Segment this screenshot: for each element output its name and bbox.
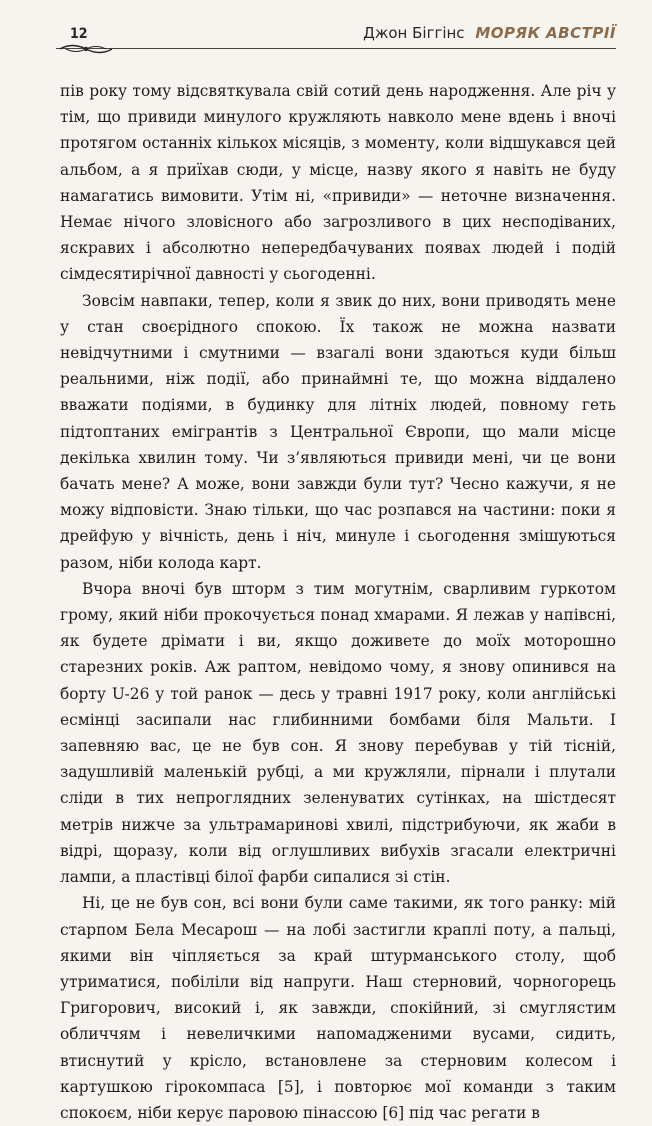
running-header [56, 18, 616, 52]
paragraph: Вчора вночі був шторм з тим могутнім, сварливим гуркотом грому, який ніби прокочується понад хмарами. Я лежав у напівсні, як будете дрімати і ви, якщо доживете до моїх моторошно старезних років. Аж раптом, невідомо чому, я знову опинився на борту U-26 у той ранок — десь у травні 1917 року, коли англійські есмінці засипали нас глибинними бомбами біля Мальти. І запевняю вас, це не був сон. Я знову перебував у тій тісній, задушливій маленькій рубці, а ми кружляли, пірнали і плутали сліди в тих непроглядних зеленуватих сутінках, на шістдесят метрів нижче за ультрамаринові хвилі, підстрибуючи, як жаби в відрі, щоразу, коли від оглушливих вибухів згасали електричні лампи, а пластівці білої фарби сипалися зі стін. [60, 579, 616, 887]
book-title: МОРЯК АВСТРІЇ [475, 24, 616, 42]
running-head [363, 24, 616, 42]
ornament-icon [58, 40, 114, 58]
body-text [60, 78, 616, 1126]
page-number: 12 [70, 26, 88, 42]
header-rule [56, 48, 616, 49]
paragraph: пів року тому відсвяткувала свій сотий день народження. Але річ у тім, що привиди минулого кружляють навколо мене вдень і вночі протягом останніх кількох місяців, з моменту, коли відшукався цей альбом, а я приїхав сюди, у місце, назву якого я навіть не буду намагатись вимовити. Утім ні, «привиди» — неточне визначення. Немає нічого зловісного або загрозливого в цих несподіваних, яскравих і абсолютно непередбачуваних появах людей і подій сімдесятирічної давності у сьогоденні. [60, 82, 616, 284]
paragraph: Ні, це не був сон, всі вони були саме такими, як того ранку: мій старпом Бела Месарош — на лобі застигли краплі поту, а пальці, якими він чіпляється за край штурманського столу, щоб утриматися, побіліли від напруги. Наш стерновий, чорногорець Григорович, високий і, як завжди, спокійний, зі смуглястим обличчям і невеличкими напомадженими вусами, сидить, втиснутий у крісло, встановлене за стерновим колесом і картушкою гірокомпаса [5], і повторює мої команди з таким спокоєм, ніби керує паровою пінассою [6] під час регати в [60, 894, 616, 1122]
author-name: Джон Біггінс [363, 24, 465, 42]
paragraph: Зовсім навпаки, тепер, коли я звик до них, вони приводять мене у стан своєрідного спокою. Їх також не можна назвати невідчутними і смутними — взагалі вони здаються куди більш реальними, ніж події, або принаймні те, що можна віддалено вважати подіями, в будинку для літніх людей, повному геть підтоптаних емігрантів з Центральної Європи, що мали місце декілька хвилин тому. Чи з’являються привиди мені, чи це вони бачать мене? А може, вони завжди були тут? Чесно кажучи, я не можу відповісти. Знаю тільки, що час розпався на частини: поки я дрейфую у вічність, день і ніч, минуле і сьогодення змішуються разом, ніби колода карт. [60, 291, 616, 572]
